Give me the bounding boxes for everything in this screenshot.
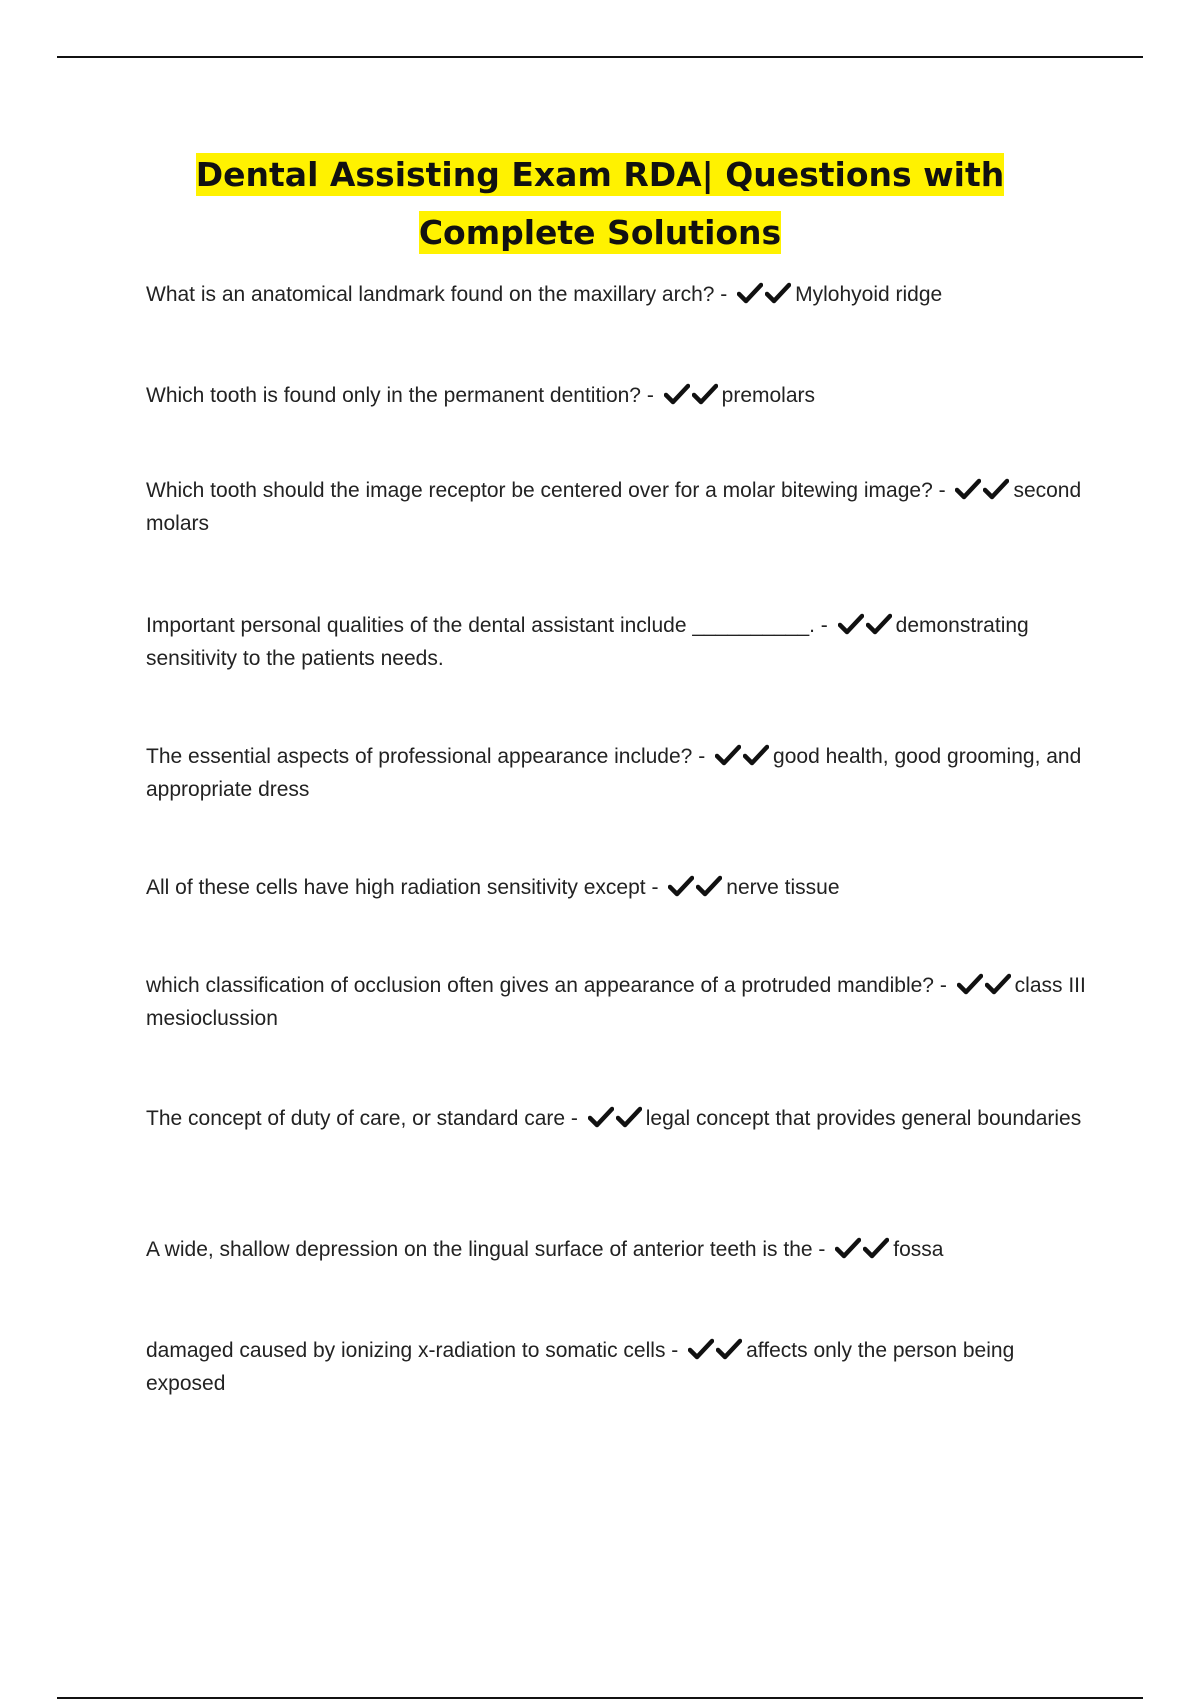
answer-text: affects only the person being exposed (146, 1339, 1015, 1395)
check-mark-icon (835, 1237, 863, 1259)
qa-item-6 (146, 871, 1096, 904)
check-mark-icon (957, 973, 985, 995)
check-marks (668, 871, 724, 904)
check-mark-icon (985, 973, 1013, 995)
answer-text: fossa (893, 1238, 944, 1261)
check-mark-icon (955, 478, 983, 500)
qa-item-9 (146, 1233, 1096, 1266)
check-mark-icon (664, 383, 692, 405)
check-marks (838, 609, 894, 642)
separator: - (933, 974, 953, 997)
footer-rule (57, 1697, 1143, 1699)
question-text: The essential aspects of professional appearance include? (146, 745, 693, 768)
check-marks (955, 474, 1011, 507)
question-text: All of these cells have high radiation sensitivity except (146, 876, 646, 899)
header-rule (57, 56, 1143, 58)
separator: - (814, 614, 834, 637)
title-line-1: Dental Assisting Exam RDA| Questions with (195, 155, 1005, 194)
answer-text: premolars (721, 384, 816, 407)
check-mark-icon (688, 1338, 716, 1360)
answer-text: second molars (146, 479, 1082, 535)
separator: - (932, 479, 952, 502)
answer-text: legal concept that provides general boundaries (645, 1107, 1082, 1130)
qa-item-5 (146, 740, 1096, 806)
question-text: What is an anatomical landmark found on the maxillary arch? (146, 283, 715, 306)
question-text: which classification of occlusion often gives an appearance of a protruded mandible? (146, 974, 934, 997)
question-text: Which tooth is found only in the permanent dentition? (146, 384, 641, 407)
separator: - (565, 1107, 584, 1130)
document-title (100, 146, 1100, 262)
qa-item-3 (146, 474, 1096, 540)
separator: - (645, 876, 665, 899)
question-text: Important personal qualities of the dental assistant include __________. (146, 614, 815, 637)
qa-item-1 (146, 278, 1096, 311)
check-marks (957, 969, 1013, 1002)
answer-text: class III mesioclussion (146, 974, 1086, 1030)
check-marks (715, 740, 771, 773)
answer-text: demonstrating sensitivity to the patients needs. (146, 614, 1029, 670)
title-line-2: Complete Solutions (418, 213, 782, 252)
check-mark-icon (696, 875, 724, 897)
check-mark-icon (692, 383, 720, 405)
check-mark-icon (983, 478, 1011, 500)
question-text: Which tooth should the image receptor be centered over for a molar bitewing image? (146, 479, 933, 502)
check-mark-icon (866, 613, 894, 635)
check-mark-icon (588, 1106, 616, 1128)
check-mark-icon (737, 282, 765, 304)
question-text: The concept of duty of care, or standard care (146, 1107, 566, 1130)
qa-item-10 (146, 1334, 1096, 1400)
check-mark-icon (715, 744, 743, 766)
check-marks (835, 1233, 891, 1266)
check-marks (688, 1334, 744, 1367)
check-mark-icon (616, 1106, 644, 1128)
check-mark-icon (863, 1237, 891, 1259)
answer-text: nerve tissue (726, 876, 840, 899)
question-text: A wide, shallow depression on the lingual surface of anterior teeth is the (146, 1238, 813, 1261)
check-marks (588, 1102, 644, 1135)
separator: - (812, 1238, 832, 1261)
separator: - (665, 1339, 685, 1362)
check-marks (737, 278, 793, 311)
separator: - (640, 384, 660, 407)
check-marks (664, 379, 720, 412)
question-text: damaged caused by ionizing x-radiation to somatic cells (146, 1339, 666, 1362)
answer-text: Mylohyoid ridge (795, 283, 943, 306)
separator: - (714, 283, 734, 306)
qa-item-2 (146, 379, 1096, 412)
check-mark-icon (838, 613, 866, 635)
check-mark-icon (716, 1338, 744, 1360)
qa-item-8 (146, 1102, 1096, 1135)
check-mark-icon (668, 875, 696, 897)
answer-text: good health, good grooming, and appropriate dress (146, 745, 1082, 801)
qa-item-7 (146, 969, 1096, 1035)
check-mark-icon (743, 744, 771, 766)
qa-item-4 (146, 609, 1096, 675)
check-mark-icon (765, 282, 793, 304)
separator: - (692, 745, 712, 768)
